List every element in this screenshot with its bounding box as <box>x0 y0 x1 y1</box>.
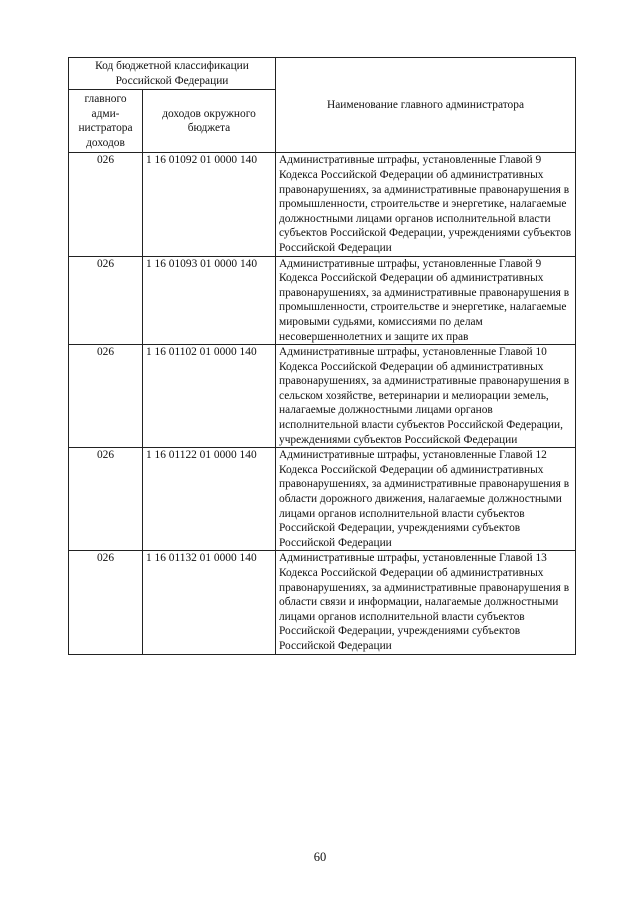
cell-admin-code: 026 <box>69 153 143 256</box>
cell-admin-code: 026 <box>69 448 143 551</box>
budget-classification-table <box>68 57 576 655</box>
cell-admin-code: 026 <box>69 256 143 345</box>
cell-budget-code: 1 16 01102 01 0000 140 <box>143 345 276 448</box>
page-number: 60 <box>313 850 327 864</box>
cell-administrator-name: Административные штрафы, установленные Главой 13 Кодекса Российской Федерации об административных правонарушениях, за административные правонарушения в области связи и информации, налагаемые должностными лицами органов исполнительной власти субъектов Российской Федерации, учреждениями субъектов Российской Федерации <box>276 551 576 654</box>
table-row <box>69 345 576 448</box>
cell-budget-code: 1 16 01122 01 0000 140 <box>143 448 276 551</box>
table-row <box>69 551 576 654</box>
header-col-admin: главного адми-нистратора доходов <box>69 90 143 153</box>
header-col-name: Наименование главного администратора <box>276 58 576 153</box>
cell-administrator-name: Административные штрафы, установленные Главой 9 Кодекса Российской Федерации об административных правонарушениях, за административные правонарушения в промышленности, строительстве и энергетике, налагаемые мировыми судьями, комиссиями по делам несовершеннолетних и защите их прав <box>276 256 576 345</box>
cell-administrator-name: Административные штрафы, установленные Главой 10 Кодекса Российской Федерации об административных правонарушениях, за административные правонарушения в сельском хозяйстве, ветеринарии и мелиорации земель, налагаемые должностными лицами органов исполнительной власти субъектов Российской Федерации, учреждениями субъектов Российской Федерации <box>276 345 576 448</box>
header-group-label: Код бюджетной классификации Российской Федерации <box>69 58 276 90</box>
table-row <box>69 448 576 551</box>
table-row <box>69 256 576 345</box>
cell-budget-code: 1 16 01132 01 0000 140 <box>143 551 276 654</box>
table-row <box>69 153 576 256</box>
header-col-code: доходов окружного бюджета <box>143 90 276 153</box>
cell-administrator-name: Административные штрафы, установленные Главой 9 Кодекса Российской Федерации об административных правонарушениях, за административные правонарушения в промышленности, строительстве и энергетике, налагаемые должностными лицами органов исполнительной власти субъектов Российской Федерации, учреждениями субъектов Российской Федерации <box>276 153 576 256</box>
cell-admin-code: 026 <box>69 551 143 654</box>
cell-admin-code: 026 <box>69 345 143 448</box>
header-row-group <box>69 58 576 90</box>
cell-budget-code: 1 16 01093 01 0000 140 <box>143 256 276 345</box>
cell-budget-code: 1 16 01092 01 0000 140 <box>143 153 276 256</box>
cell-administrator-name: Административные штрафы, установленные Главой 12 Кодекса Российской Федерации об административных правонарушениях, за административные правонарушения в области дорожного движения, налагаемые должностными лицами органов исполнительной власти субъектов Российской Федерации, учреждениями субъектов Российской Федерации <box>276 448 576 551</box>
